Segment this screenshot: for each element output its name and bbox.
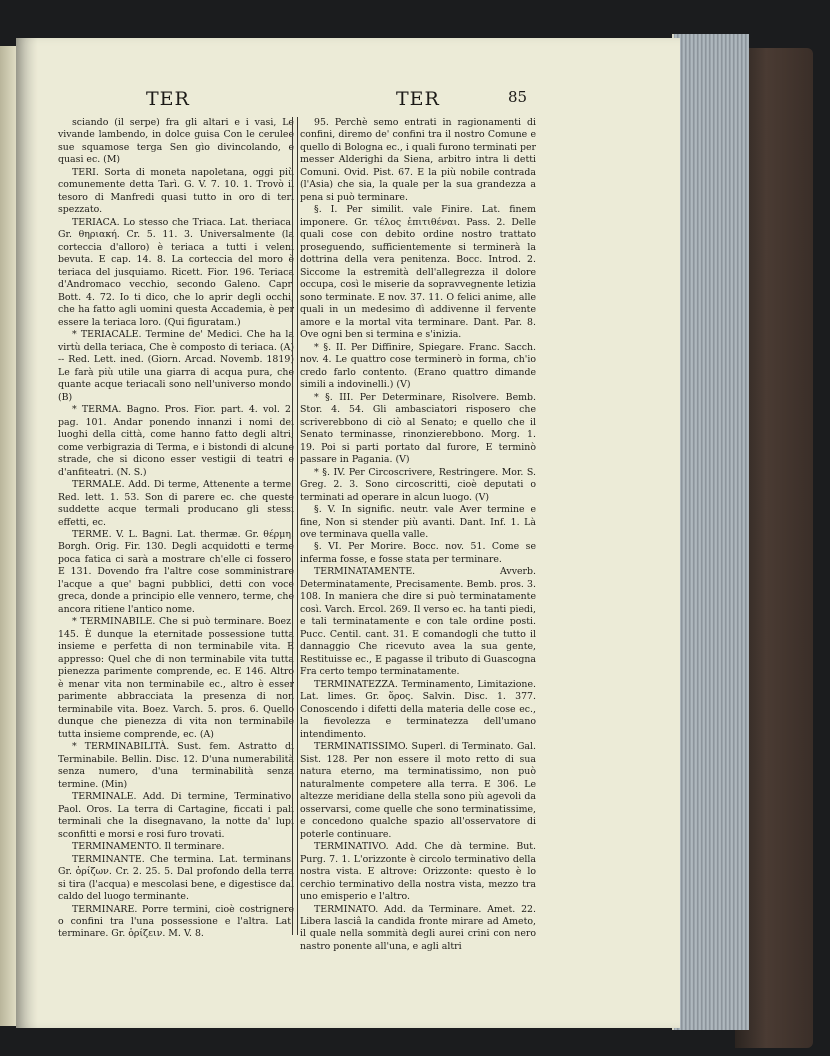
entry-paragraph: TERMALE. Add. Di terme, Attenente a terme. Red. lett. 1. 53. Son di parere ec. che queste suddette acque termali producano gli stessi effetti, ec. xyxy=(58,479,294,528)
entry-paragraph: TERMINAMENTO. Il terminare. xyxy=(72,841,225,853)
entry-paragraph: TERMINATEZZA. Terminamento, Limitazione. Lat. limes. Gr. ὅρος. Salvin. Disc. 1. 377. Conoscendo i difetti della materia delle cose ec., la fievolezza e terminatezza dell'umano intendimento. xyxy=(300,678,536,740)
running-head-center: TER xyxy=(396,88,440,110)
entry-paragraph: TERMINALE. Add. Di termine, Terminativo. Paol. Oros. La terra di Cartagine, ficcati i pali terminali che la disegnavano, la notte da' lupi sconfitti e morsi e rosi furo trovati. xyxy=(58,791,294,840)
entry-paragraph: * §. III. Per Determinare, Risolvere. Bemb. Stor. 4. 54. Gli ambasciatori risposero che scriverebbono di ciò al Senato; e quello che il Senato terminasse, rinonzierebbono. Morg. 1. 19. Poi si parti portato dal furore, E terminò passare in Pagania. (V) xyxy=(300,391,536,466)
entry-paragraph: §. VI. Per Morire. Bocc. nov. 51. Come se inferma fosse, e fosse stata per terminare. xyxy=(300,541,536,565)
page-number: 85 xyxy=(508,88,528,106)
entry-paragraph: * TERMINABILE. Che si può terminare. Boez. 145. È dunque la eternitade possessione tutta insieme e perfetta di non terminabile vita. E appresso: Quel che di non terminabile vita tutta pienezza parimente comprende, ec. E 146. Altro è menar vita non terminabile ec., altro è esser parimente abbracciata la presenza di non terminabile vita. Boez. Varch. 5. pros. 6. Quello dunque che pienezza di vita non terminabile tutta insieme comprende, ec. (A) xyxy=(58,616,294,740)
entry-paragraph: 95. Perchè semo entrati in ragionamenti di confini, diremo de' confini tra il nostro Comune e quello di Bologna ec., i quali furono terminati per messer Alderighi da Siena, arbitro intra li detti Comuni. Ovid. Pist. 67. E la più nobile contrada (l'Asia) che sia, la quale per la sua grandezza a pena si può terminare. xyxy=(300,117,536,203)
entry-paragraph: TERMINATO. Add. da Terminare. Amet. 22. Libera lasciâ la candida fronte mirare ad Ameto, il quale nella sommità degli aurei crini con nero nastro ponente all'una, e agli altri xyxy=(300,903,536,952)
running-head-left: TER xyxy=(146,88,190,110)
entry-paragraph: * §. II. Per Diffinire, Spiegare. Franc. Sacch. nov. 4. Le quattro cose terminerò in forma, ch'io credo farlo contento. (Erano quattro dimande simili a indovinelli.) (V) xyxy=(300,341,536,391)
entry-paragraph: §. V. In signific. neutr. vale Aver termine e fine, Non si stender più avanti. Dant. Inf. 1. Là ove terminava quella valle. xyxy=(300,504,536,540)
right-column xyxy=(300,117,536,952)
entry-paragraph: TERI. Sorta di moneta napoletana, oggi più comunemente detta Tarì. G. V. 7. 10. 1. Trovò il tesoro di Manfredi quasi tutto in oro di teri spezzato. xyxy=(58,166,294,216)
page-edges xyxy=(672,34,749,1030)
entry-paragraph: TERMINATISSIMO. Superl. di Terminato. Gal. Sist. 128. Per non essere il moto retto di sua natura eterno, ma terminatissimo, non può naturalmente competere alla terra. E 306. Le altezze meridiane della stella sono più agevoli da osservarsi, come quelle che sono terminatissime, e concedono qualche spazio all'osservatore di poterle continuare. xyxy=(300,741,536,840)
left-column xyxy=(58,117,294,942)
gutter-shadow xyxy=(16,38,38,1028)
entry-paragraph: §. I. Per similit. vale Finire. Lat. finem imponere. Gr. τέλος ἐπιτιθέναι. Pass. 2. Delle quali cose con debito ordine nostro trattato proseguendo, sufficientemente si terminerà la dottrina della vera penitenza. Bocc. Introd. 2. Siccome la estremità dell'allegrezza il dolore occupa, così le miserie da sopravvegnente letizia sono terminate. E nov. 37. 11. O felici anime, alle quali in un medesimo dì addivenne il fervente amore e la mortal vita terminare. Dant. Par. 8. Ove ogni ben si termina e s'inizia. xyxy=(300,204,536,341)
entry-paragraph: TERMINATIVO. Add. Che dà termine. But. Purg. 7. 1. L'orizzonte è circolo terminativo della nostra vista. E altrove: Orizzonte: questo è lo cerchio terminativo della nostra vista, mezzo tra uno emisperio e l'altro. xyxy=(300,841,536,903)
entry-paragraph: * TERIACALE. Termine de' Medici. Che ha la virtù della teriaca, Che è composto di teriaca. (A) -- Red. Lett. ined. (Giorn. Arcad. Novemb. 1819) Le farà più utile una giarra di acqua pura, che quante acque teriacali sono nell'universo mondo. (B) xyxy=(58,329,294,403)
entry-paragraph: * TERMA. Bagno. Pros. Fior. part. 4. vol. 2. pag. 101. Andar ponendo innanzi i nomi dei luoghi della città, come hanno fatto degli altri; come verbigrazia di Terma, e i bistondi di alcune strade, che si dicono esser vestigii di teatri e d'anfiteatri. (N. S.) xyxy=(58,404,294,478)
entry-paragraph: TERME. V. L. Bagni. Lat. thermæ. Gr. θέρμη. Borgh. Orig. Fir. 130. Degli acquidotti e terme poca fatica ci sarà a mostrare ch'elle ci fossero. E 131. Dovendo fra l'altre cose somministrare l'acque a que' bagni pubblici, detti con voce greca, donde a principio elle vennero, terme, che ancora ritiene l'antico nome. xyxy=(58,528,294,615)
column-divider xyxy=(292,117,298,935)
entry-paragraph: TERMINATAMENTE. Avverb. Determinatamente, Precisamente. Bemb. pros. 3. 108. In maniera che dire si può terminatamente così. Varch. Ercol. 269. Il verso ec. ha tanti piedi, e tali terminatamente e con tale ordine posti. Pucc. Centil. cant. 31. E comandogli che tutto il dannaggio Che ricevuto avea la sua gente, Restituisse ec., E pagasse il tributo di Guascogna Fra certo tempo terminatamente. xyxy=(300,566,536,678)
entry-paragraph: TERIACA. Lo stesso che Triaca. Lat. theriaca. Gr. θηριακή. Cr. 5. 11. 3. Universalmente (la corteccia d'alloro) è teriaca a tutti i veleni bevuta. E cap. 14. 8. La corteccia del moro è teriaca del jusquiamo. Ricett. Fior. 196. Teriaca d'Andromaco vecchio, secondo Galeno. Capr. Bott. 4. 72. Io ti dico, che lo aprir degli occhi, che ha fatto agli uomini questa Accademia, è per essere la teriaca loro. (Qui figuratam.) xyxy=(58,216,294,328)
entry-paragraph: sciando (il serpe) fra gli altari e i vasi, Le vivande lambendo, in dolce guisa Con le cerulee sue squamose terga Sen gìo divincolando, e quasi ec. (M) xyxy=(58,117,294,166)
entry-paragraph: * TERMINABILITÀ. Sust. fem. Astratto di Terminabile. Bellin. Disc. 12. D'una numerabilità senza numero, d'una terminabilità senza termine. (Min) xyxy=(58,741,294,790)
entry-paragraph: TERMINANTE. Che termina. Lat. terminans. Gr. ὁρίζων. Cr. 2. 25. 5. Dal profondo della terra si tira (l'acqua) e mescolasi bene, e digestisce dal caldo del luogo terminante. xyxy=(58,853,294,903)
entry-paragraph: TERMINARE. Porre termini, cioè costrignere o confini tra l'una possessione e l'altra. Lat. terminare. Gr. ὁρίζειν. M. V. 8. xyxy=(58,903,294,940)
entry-paragraph: * §. IV. Per Circoscrivere, Restringere. Mor. S. Greg. 2. 3. Sono circoscritti, cioè deputati o terminati ad operare in alcun luogo. (V) xyxy=(300,466,536,503)
